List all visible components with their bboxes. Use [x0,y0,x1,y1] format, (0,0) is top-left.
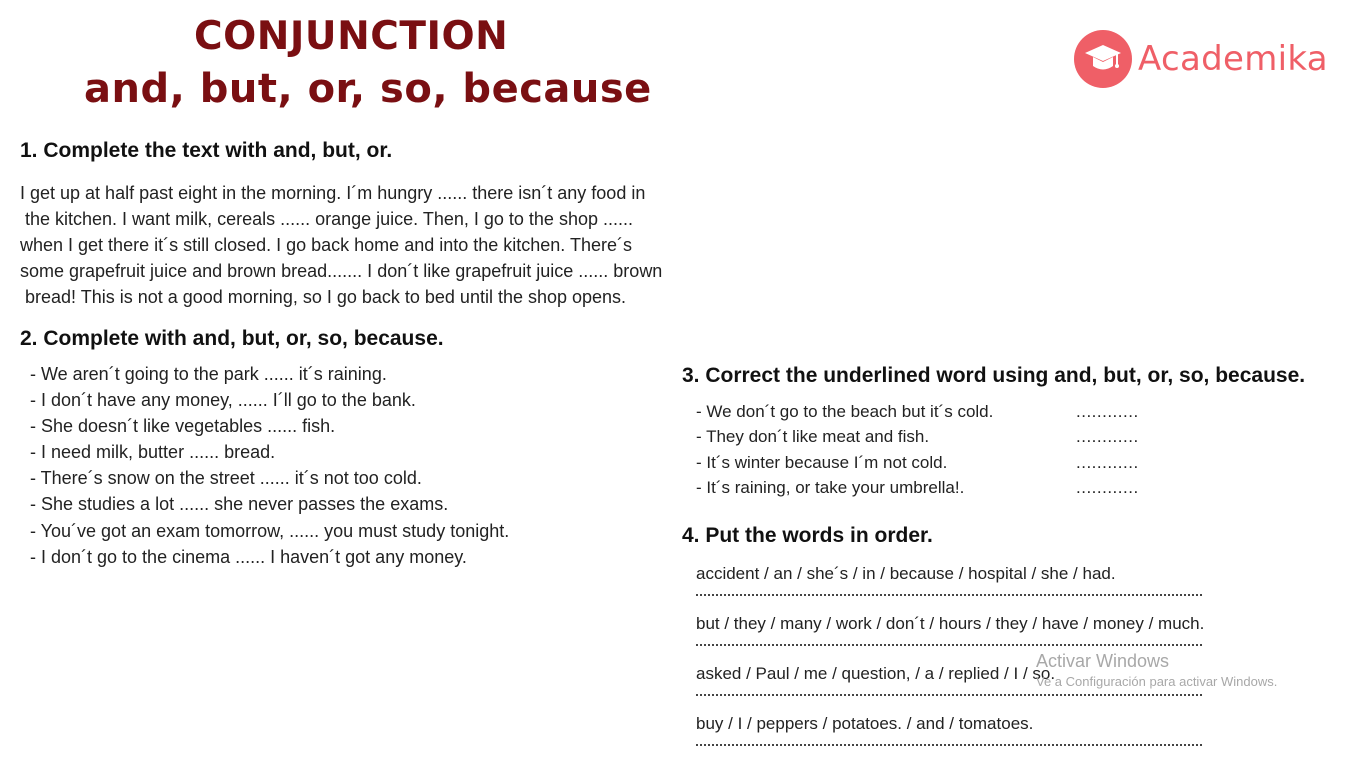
answer-blank: ............ [1076,402,1139,421]
answer-line [696,744,1202,746]
paragraph-line: some grapefruit juice and brown bread....... I don´t like grapefruit juice ...... brown [20,261,663,281]
list-item: - She doesn´t like vegetables ...... fish. [30,416,336,437]
list-item [696,475,1156,500]
academika-logo [1074,30,1328,88]
paragraph-line: I get up at half past eight in the morning. I´m hungry ...... there isn´t any food in [20,183,646,203]
list-item [696,399,1156,424]
answer-line [696,644,1202,646]
graduation-cap-icon [1074,30,1132,88]
list-item: - We aren´t going to the park ...... it´s raining. [30,364,387,384]
section1-heading: 1. Complete the text with and, but, or. [20,139,393,162]
paragraph-line: the kitchen. I want milk, cereals ...... orange juice. Then, I go to the shop ...... [20,209,633,229]
section2-heading: 2. Complete with and, but, or, so, because. [20,327,444,350]
worksheet-subtitle: and, but, or, so, because [84,66,652,112]
logo-text: Academika [1138,39,1328,79]
scrambled-words: but / they / many / work / don´t / hours / they / have / money / much. [696,614,1205,633]
section1-paragraph [20,180,662,310]
section3-heading: 3. Correct the underlined word using and, but, or, so, because. [682,364,1306,387]
scrambled-words: buy / I / peppers / potatoes. / and / tomatoes. [696,714,1034,733]
list-item: - She studies a lot ...... she never passes the exams. [30,494,449,515]
paragraph-line: bread! This is not a good morning, so I go back to bed until the shop opens. [20,287,627,307]
answer-line [696,594,1202,596]
list-item: - There´s snow on the street ...... it´s not too cold. [30,468,422,489]
scrambled-words: accident / an / she´s / in / because / hospital / she / had. [696,564,1116,583]
watermark-title: Activar Windows [1036,651,1170,671]
list-item: - You´ve got an exam tomorrow, ...... you must study tonight. [30,520,510,541]
list-item [696,450,1156,475]
sentence: - They don´t like meat and fish. [696,427,930,447]
sentence: - We don´t go to the beach but it´s cold. [696,402,994,421]
list-item: - I don´t have any money, ...... I´ll go to the bank. [30,390,416,411]
scrambled-words: asked / Paul / me / question, / a / replied / I / so. [696,664,1056,683]
worksheet-title: CONJUNCTION [194,14,509,59]
answer-blank: ............ [1076,427,1139,447]
list-item [696,424,1156,449]
section4-heading: 4. Put the words in order. [682,524,933,547]
sentence: - It´s raining, or take your umbrella!. [696,477,965,497]
answer-blank: ............ [1076,477,1139,497]
paragraph-line: when I get there it´s still closed. I go back home and into the kitchen. There´s [20,235,632,255]
sentence: - It´s winter because I´m not cold. [696,452,948,472]
list-item: - I need milk, butter ...... bread. [30,442,276,463]
answer-line [696,694,1202,696]
watermark-subtitle: Ve a Configuración para activar Windows. [1036,674,1278,689]
windows-activation-watermark [1036,651,1277,689]
section2-list [30,361,509,570]
list-item: - I don´t go to the cinema ...... I haven´t got any money. [30,546,467,567]
section3-list [696,399,1156,500]
answer-blank: ............ [1076,452,1139,472]
